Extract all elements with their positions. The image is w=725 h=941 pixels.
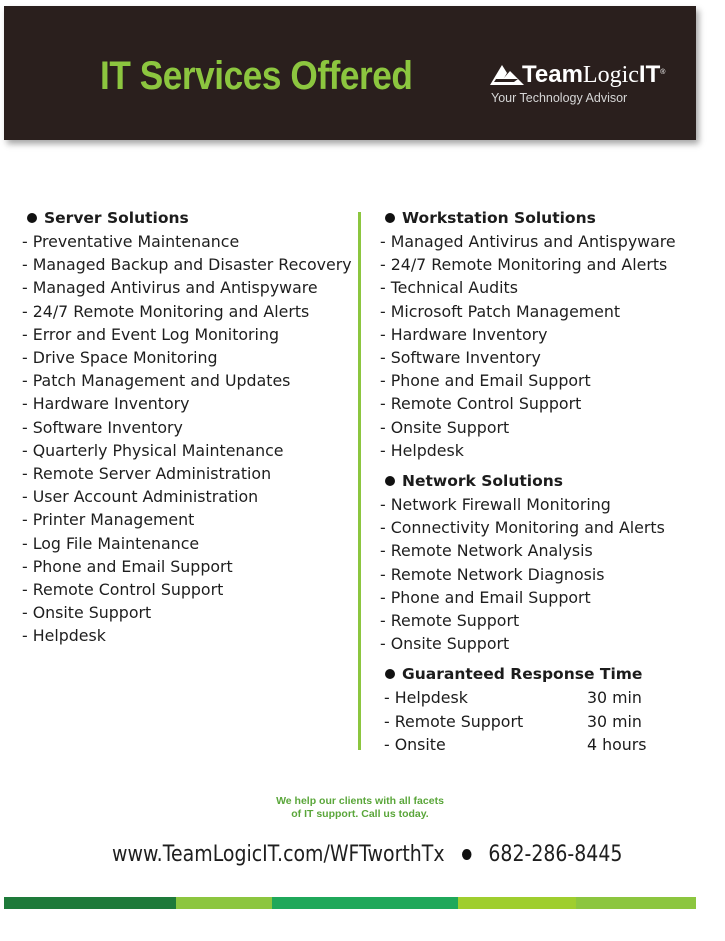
list-item: - Drive Space Monitoring <box>22 348 218 368</box>
response-time-value: 4 hours <box>587 734 647 754</box>
list-item: - Helpdesk <box>22 626 106 646</box>
response-row <box>380 733 710 756</box>
column-divider <box>358 212 361 750</box>
list-item: - Remote Network Diagnosis <box>380 564 605 584</box>
response-row <box>380 710 710 733</box>
list-item: - Phone and Email Support <box>380 371 591 391</box>
bullet-icon <box>462 849 471 860</box>
response-time-section <box>380 664 710 756</box>
tagline <box>240 795 480 821</box>
network-solutions-list <box>380 493 710 655</box>
server-solutions-title: Server Solutions <box>44 209 189 227</box>
list-item: - Printer Management <box>22 510 195 530</box>
list-item: - Onsite Support <box>380 417 510 437</box>
section-heading <box>380 208 710 228</box>
website-link[interactable]: www.TeamLogicIT.com/WFTworthTx <box>112 842 445 867</box>
logo-tagline: Your Technology Advisor <box>491 91 628 105</box>
list-item: - Phone and Email Support <box>22 556 233 576</box>
list-item: - 24/7 Remote Monitoring and Alerts <box>380 255 668 275</box>
bullet-icon <box>385 213 395 223</box>
response-time-list <box>380 686 710 756</box>
list-item: - Preventative Maintenance <box>22 232 240 251</box>
tagline-line-2: of IT support. Call us today. <box>291 808 429 820</box>
list-item: - Quarterly Physical Maintenance <box>22 440 284 460</box>
section-heading <box>380 664 710 684</box>
list-item: - Patch Management and Updates <box>22 371 291 391</box>
list-item: - Remote Server Administration <box>22 464 272 484</box>
list-item: - Phone and Email Support <box>380 587 591 607</box>
phone-number[interactable]: 682-286-8445 <box>488 842 623 867</box>
strip-segment <box>176 897 272 909</box>
list-item: - Managed Antivirus and Antispyware <box>380 232 676 251</box>
strip-segment <box>458 897 576 909</box>
response-time-value: 30 min <box>587 711 642 731</box>
logo-triangle-icon <box>488 63 526 87</box>
response-label: - Helpdesk <box>384 688 468 708</box>
list-item: - Remote Support <box>380 611 520 631</box>
list-item: - Managed Backup and Disaster Recovery <box>22 255 352 275</box>
bullet-icon <box>27 213 37 223</box>
header-banner <box>4 6 696 140</box>
response-row <box>380 686 710 709</box>
teamlogic-logo[interactable] <box>488 58 688 118</box>
contact-line <box>112 842 622 867</box>
network-solutions-section <box>380 471 710 655</box>
list-item: - Helpdesk <box>380 440 464 460</box>
list-item: - Technical Audits <box>380 278 518 298</box>
list-item: - Software Inventory <box>380 348 541 368</box>
workstation-solutions-list <box>380 230 710 462</box>
logo-wordmark: TeamLogicIT® <box>522 61 666 88</box>
strip-segment <box>272 897 458 909</box>
list-item: - Hardware Inventory <box>22 394 190 414</box>
response-time-title: Guaranteed Response Time <box>402 665 643 684</box>
list-item: - Software Inventory <box>22 417 183 437</box>
response-time-value: 30 min <box>587 688 642 708</box>
list-item: - Managed Antivirus and Antispyware <box>22 278 318 298</box>
strip-segment <box>576 897 696 909</box>
list-item: - Microsoft Patch Management <box>380 301 621 321</box>
bullet-icon <box>385 669 395 679</box>
list-item: - Remote Control Support <box>380 394 582 414</box>
list-item: - Connectivity Monitoring and Alerts <box>380 518 665 538</box>
color-strip <box>4 897 696 909</box>
page-title: IT Services Offered <box>100 54 413 98</box>
right-column <box>380 208 710 756</box>
list-item: - 24/7 Remote Monitoring and Alerts <box>22 301 310 321</box>
list-item: - Log File Maintenance <box>22 533 200 553</box>
list-item: - Remote Network Analysis <box>380 541 593 561</box>
workstation-solutions-title: Workstation Solutions <box>402 209 596 227</box>
workstation-solutions-section <box>380 208 710 462</box>
list-item: - Network Firewall Monitoring <box>380 495 611 515</box>
response-label: - Onsite <box>384 734 446 754</box>
bullet-icon <box>385 476 395 486</box>
list-item: - User Account Administration <box>22 487 259 507</box>
list-item: - Error and Event Log Monitoring <box>22 324 279 344</box>
list-item: - Remote Control Support <box>22 580 224 600</box>
strip-segment <box>4 897 176 909</box>
server-solutions-list <box>22 230 352 648</box>
tagline-line-1: We help our clients with all facets <box>276 795 444 807</box>
list-item: - Onsite Support <box>22 603 152 623</box>
response-label: - Remote Support <box>384 711 524 731</box>
section-heading <box>380 471 710 491</box>
network-solutions-title: Network Solutions <box>402 472 564 491</box>
server-solutions-section <box>22 208 352 648</box>
list-item: - Hardware Inventory <box>380 324 548 344</box>
list-item: - Onsite Support <box>380 634 510 654</box>
section-heading <box>22 208 352 228</box>
